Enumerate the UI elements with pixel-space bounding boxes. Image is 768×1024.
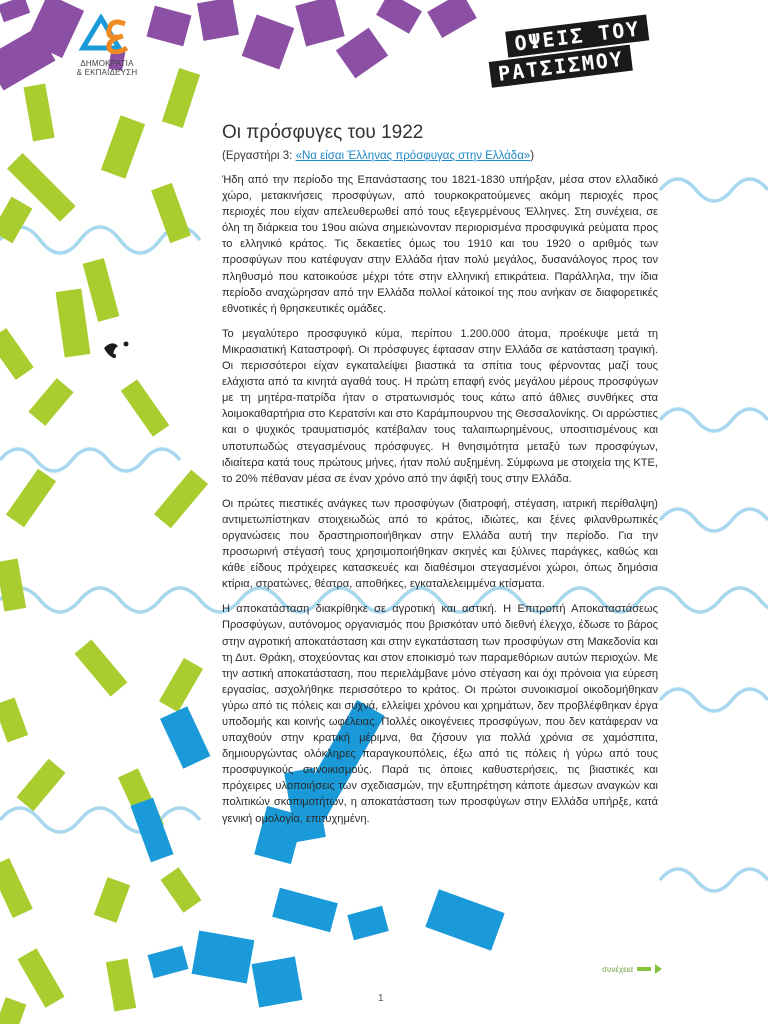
logo-text-line2: & ΕΚΠΑΙΔΕΥΣΗ: [76, 68, 138, 77]
badge-line-2: ΡΑΤΣΙΣΜΟΥ: [489, 45, 633, 88]
article: [222, 122, 658, 836]
arrow-right-icon: [637, 967, 651, 971]
logo: [72, 14, 142, 77]
paragraph-4: Η αποκατάσταση διακρίθηκε σε αγροτική και αστική. Η Επιτροπή Αποκαταστάσεως Προσφύγων, αυτόνομος οργανισμός που βρισκόταν υπό διεθνή έλεγχο, έδωσε το βάρος στην αγροτική αποκατάσταση και στην εγκατάσταση των προσφύγων στη Μακεδονία και τη Δυτ. Θράκη, στοχεύοντας και στον εποικισμό των παραμεθόριων αυτών περιοχών. Με την αστική αποκατάσταση, που περιελάμβανε μόνο στέγαση και όχι πρόνοια για εύρεση εργασίας, ασχολήθηκε περισσότερο το κράτος. Οι πρώτοι συνοικισμοί οικοδομήθηκαν γύρω από τις πόλεις και συχνά, ελλείψει χρόνου και χρημάτων, δεν προβλέφθηκαν έργα υποδομής και κοινής ωφέλειας. Πολλές οικογένειες προσφύγων, που δεν κατάφεραν να υπαχθούν στην κρατική μέριμνα, θα ζήσουν για πολλά χρόνια σε χαμόσπιτα, δημιουργώντας ολόκληρες παραγκουπόλεις, έξω από τις πόλεις ή γύρω από τους προσφυγικούς συνοικισμούς. Παρά τις όποιες καθυστερήσεις, τις βιαστικές και πρόχειρες υλοποιήσεις των σχεδιασμών, την εξυπηρέτηση κάποτε άμεσων αναγκών και πολιτικών σκοπιμοτήτων, η αποκατάσταση των προσφύγων στην Ελλάδα υπήρξε, κατά γενική ομολογία, επιτυχημένη.: [222, 603, 658, 825]
next-page-link[interactable]: [602, 964, 662, 974]
badge-line-1: ΟΨΕΙΣ ΤΟΥ: [505, 14, 649, 57]
green-shapes: [0, 68, 208, 1024]
article-title: Οι πρόσφυγες του 1922: [222, 122, 424, 143]
subtitle-prefix: (Εργαστήρι 3:: [222, 150, 296, 162]
paragraph-2: Το μεγαλύτερο προσφυγικό κύμα, περίπου 1.200.000 άτομα, προέκυψε μετά τη Μικρασιατική Καταστροφή. Οι πρόσφυγες έφτασαν στην Ελλάδα σε κατάσταση τραγική. Οι περισσότεροι είχαν εγκαταλείψει βιαστικά τα σπίτια τους φέρνοντας μαζί τους ελάχιστα από τα κινητά αγαθά τους. Η πρώτη επαφή ενός μεγάλου μέρους προσφύγων με τη μητέρα-πατρίδα ήταν ο στρατωνισμός τους κάτω από άθλιες συνθήκες στα λοιμοκαθαρτήρια στο Κερατσίνι και στο Καράμπουρνου της Θεσσαλονίκης. Οι αρρώστιες και ο ψυχικός τραυματισμός κατέβαλαν τους ταλαιπωρημένους, υποσιτισμένους και υποτυπωδώς στεγασμένους πρόσφυγες. Η θνησιμότητα μεταξύ των προσφύγων, ιδιαίτερα κατά τους πρώτους μήνες, ήταν πολύ αυξημένη. Σύμφωνα με στοιχεία της ΚΤΕ, το 20% πέθαναν μέσα σε έναν χρόνο από την άφιξή τους στην Ελλάδα.: [222, 327, 658, 485]
arrow-head-icon: [655, 964, 662, 974]
paragraph-1: Ήδη από την περίοδο της Επανάστασης του 1821-1830 υπήρξαν, μέσα στον ελλαδικό χώρο, μετακινήσεις προσφύγων, από τουρκοκρατούμενες ακόμη περιοχές προς περιοχές που είχαν απελευθερωθεί από τους εξεγερμένους Έλληνες. Στη συνέχεια, σε όλη τη διάρκεια του 19ου αιώνα σημειώνονταν περιορισμένα προσφυγικά ρεύματα προς το ελληνικό κράτος. Τις δεκαετίες όμως του 1910 και του 1920 ο αριθμός των προσφύγων που κατέφυγαν στην Ελλάδα ήταν πολύ μεγάλος, δυσανάλογος προς τον πληθυσμό που κατοικούσε μέχρι τότε στην ελληνική επικράτεια. Παράλληλα, την ίδια περίοδο αναχώρησαν από την Ελλάδα πολλοί κάτοικοί της που ανήκαν σε διαφορετικές εθνοτικές ή θρησκευτικές ομάδες.: [222, 174, 658, 315]
logo-delta-icon: [79, 14, 135, 54]
ink-splash: [104, 342, 129, 359]
next-label: συνέχεια: [602, 964, 634, 974]
subtitle-suffix: ): [530, 150, 535, 162]
page-number: 1: [378, 993, 384, 1004]
paragraph-3: Οι πρώτες πιεστικές ανάγκες των προσφύγων (διατροφή, στέγαση, ιατρική περίθαλψη) αντιμετωπίστηκαν στοιχειωδώς από το κράτος, ιδιώτες, και ξένες φιλανθρωπικές οργανώσεις που δραστηριοποιήθηκαν στην Ελλάδα αυτή την περίοδο. Για την προσωρινή στέγασή τους χρησιμοποιήθηκαν σκηνές και ξύλινες παράγκες, καθώς και κάθε είδους πρόχειρες κατασκευές και διαθέσιμοι στεγασμένοι χώροι, όπως δημόσια κτίρια, στρατώνες, θέατρα, αποθήκες, εγκαταλελειμμένα κτίσματα.: [222, 497, 658, 591]
workshop-link[interactable]: «Να είσαι Έλληνας πρόσφυγας στην Ελλάδα»: [295, 150, 531, 162]
logo-text-line1: ΔΗΜΟΚΡΑΤΙΑ: [80, 59, 134, 68]
article-subtitle: [222, 150, 658, 162]
